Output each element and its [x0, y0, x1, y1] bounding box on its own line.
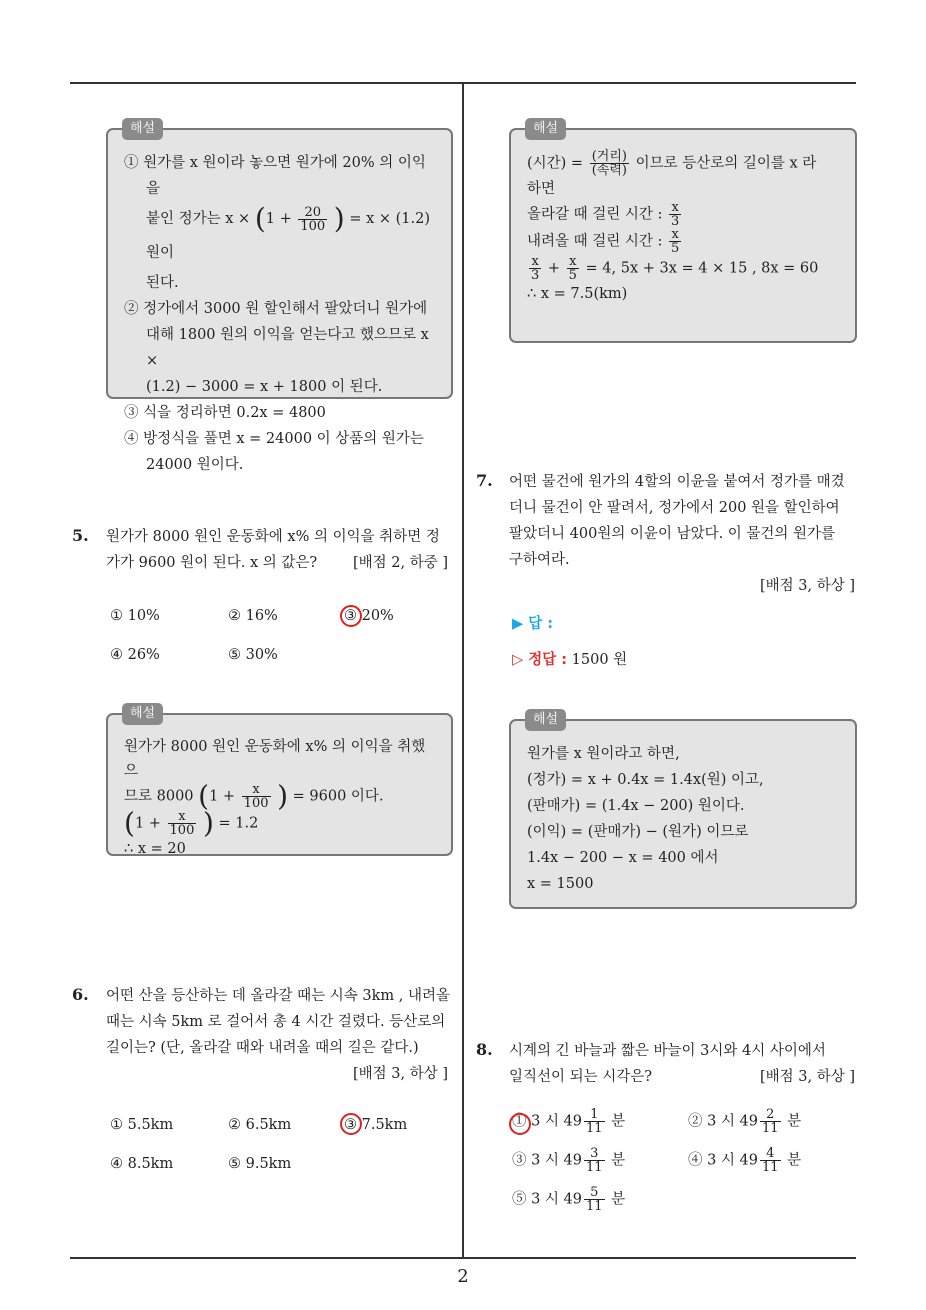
numerator: 2 — [760, 1108, 781, 1122]
option-5-3[interactable]: ③ 20% — [344, 608, 394, 624]
numerator: 4 — [760, 1147, 781, 1161]
fraction — [669, 201, 681, 228]
option-5-1[interactable]: ① 10% — [110, 608, 160, 624]
answer-label: ▶ 답 : — [512, 616, 554, 632]
correct-answer-label: ▷ 정답 : — [512, 652, 568, 668]
fraction — [584, 1108, 605, 1135]
explanation-tag: 해설 — [122, 118, 163, 140]
denominator: 3 — [531, 268, 540, 283]
text-line: 길이는? (단, 올라갈 때와 내려올 때의 길은 같다.) — [106, 1040, 419, 1056]
fraction — [567, 255, 579, 282]
text-line: ∴ x = 20 — [124, 841, 186, 857]
answer-circle-mark — [509, 1113, 531, 1135]
text-line: 때는 시속 5km 로 걸어서 총 4 시간 걸렸다. 등산로의 — [106, 1014, 446, 1030]
denominator: 11 — [586, 1160, 603, 1175]
text-line — [509, 1064, 859, 1090]
formula-line: 므로 8000 (1 + $\frac{x}{100}$ ) = 9600 이다. — [124, 779, 384, 813]
text-line: ③ 식을 정리하면 0.2x = 4800 — [124, 405, 326, 421]
text-line: 1.4x − 200 − x = 400 에서 — [527, 850, 719, 866]
numerator: 1 — [584, 1108, 605, 1122]
denominator: 11 — [586, 1121, 603, 1136]
option-text: ③ 3 시 49 — [512, 1152, 583, 1169]
option-6-4[interactable]: ④ 8.5km — [110, 1156, 174, 1172]
explanation-tag: 해설 — [525, 709, 566, 731]
option-text: 분 — [611, 1191, 626, 1208]
option-8-2[interactable] — [688, 1108, 801, 1135]
text-part: 가가 9600 원이 된다. x 의 값은? — [106, 555, 318, 571]
option-5-5[interactable]: ⑤ 30% — [228, 647, 278, 663]
option-5-2[interactable]: ② 16% — [228, 608, 278, 624]
option-6-5[interactable]: ⑤ 9.5km — [228, 1156, 292, 1172]
denominator: 5 — [671, 241, 680, 256]
option-text: 분 — [611, 1113, 626, 1130]
numerator: x — [669, 201, 681, 215]
numerator: x — [529, 255, 541, 269]
text-line: x = 1500 — [527, 876, 594, 892]
text-line: 원가가 8000 원인 운동화에 x% 의 이익을 취하면 정 — [106, 529, 440, 545]
text-line: ∴ x = 7.5(km) — [527, 286, 628, 302]
question-number-7: 7. — [476, 471, 493, 490]
text-line: ② 정가에서 3000 원 할인해서 팔았더니 원가에 — [124, 301, 428, 317]
explanation-box-2 — [509, 121, 857, 343]
column-divider — [462, 84, 464, 1258]
text-line: 원가를 x 원이라고 하면, — [527, 746, 680, 762]
text-part: = 4, 5x + 3x = 4 × 15 , 8x = 60 — [585, 260, 819, 277]
question-5-text — [106, 524, 454, 576]
fraction — [168, 810, 197, 837]
fraction — [529, 255, 541, 282]
option-text: ① 3 시 49 — [512, 1113, 583, 1130]
text-part: 내려올 때 걸린 시간 : — [527, 233, 663, 250]
formula-line: $\frac{x}{3}$ + $\frac{x}{5}$ = 4, 5x + 3x = 4 × 15 , 8x = 60 — [531, 254, 819, 283]
option-6-1[interactable]: ① 5.5km — [110, 1117, 174, 1133]
bottom-rule — [70, 1257, 856, 1259]
denominator: 100 — [243, 796, 269, 811]
text-line: 원가가 8000 원인 운동화에 x% 의 이익을 취했으 — [124, 739, 426, 779]
option-5-4[interactable]: ④ 26% — [110, 647, 160, 663]
fraction — [584, 1147, 605, 1174]
option-8-3[interactable] — [512, 1147, 625, 1174]
text-line: 시계의 긴 바늘과 짧은 바늘이 3시와 4시 사이에서 — [509, 1043, 826, 1059]
question-8-text — [509, 1038, 859, 1090]
question-7-text — [509, 469, 859, 599]
answer-circle-mark — [340, 1113, 362, 1135]
paren-right: ) — [333, 202, 345, 235]
text-part: 붙인 정가는 x × — [146, 211, 251, 227]
denominator: 100 — [169, 823, 195, 838]
question-number-5: 5. — [72, 526, 89, 545]
text-line: 구하여라. — [509, 552, 570, 568]
text-line — [106, 550, 454, 576]
text-part: = x × (1.2) 원이 — [146, 211, 431, 261]
denominator: 11 — [762, 1160, 779, 1175]
explanation-box-4 — [509, 712, 857, 909]
option-text: ④ 3 시 49 — [688, 1152, 759, 1169]
score-meta: [배점 2, 하중 ] — [352, 555, 448, 571]
fraction — [584, 1186, 605, 1213]
option-8-5[interactable] — [512, 1186, 625, 1213]
text-line: ④ 방정식을 풀면 x = 24000 이 상품의 원가는 — [124, 431, 424, 447]
fraction — [298, 206, 327, 233]
text-part: 므로 8000 — [124, 788, 194, 805]
text-line: (이익) = (판매가) − (원가) 이므로 — [527, 824, 749, 840]
text-line: (정가) = x + 0.4x = 1.4x(원) 이고, — [527, 772, 764, 788]
numerator: x — [242, 783, 271, 797]
paren-left: ( — [198, 779, 210, 813]
numerator: (거리) — [591, 149, 627, 164]
numerator: x — [567, 255, 579, 269]
question-number-6: 6. — [72, 985, 89, 1004]
option-text: ② 3 시 49 — [688, 1113, 759, 1130]
text-line: (판매가) = (1.4x − 200) 원이다. — [527, 798, 745, 814]
fraction — [760, 1108, 781, 1135]
text-part: 일직선이 되는 시각은? — [509, 1069, 653, 1085]
text-line: (1.2) − 3000 = x + 1800 이 된다. — [146, 379, 383, 395]
denominator: 100 — [300, 218, 326, 234]
score-meta: [배점 3, 하상 ] — [759, 1069, 855, 1085]
numerator: 5 — [584, 1186, 605, 1200]
text-part: (시간) = — [527, 155, 584, 172]
text-part: = 1.2 — [218, 815, 259, 832]
option-6-2[interactable]: ② 6.5km — [228, 1117, 292, 1133]
text-part: 이므로 등산로의 길이를 x 라 — [635, 155, 817, 172]
paren-right: ) — [202, 806, 214, 840]
text-line: ① 원가를 x 원이라 놓으면 원가에 20% 의 이익을 — [124, 155, 426, 197]
denominator: (속력) — [591, 163, 627, 178]
option-8-4[interactable] — [688, 1147, 801, 1174]
text-line: 팔았더니 400원의 이윤이 남았다. 이 물건의 원가를 — [509, 526, 836, 542]
option-text: 분 — [787, 1113, 802, 1130]
option-6-3[interactable]: ③ 7.5km — [344, 1117, 408, 1133]
question-number-8: 8. — [476, 1040, 493, 1059]
denominator: 11 — [762, 1121, 779, 1136]
text-line: 된다. — [146, 275, 179, 291]
formula-line: (1 + $\frac{x}{100}$ ) = 1.2 — [124, 806, 259, 840]
fraction — [590, 150, 629, 177]
fraction — [669, 228, 681, 255]
denominator: 11 — [586, 1199, 603, 1214]
numerator: x — [669, 228, 681, 242]
page-number: 2 — [457, 1266, 469, 1287]
denominator: 5 — [568, 268, 577, 283]
score-meta: [배점 3, 하상 ] — [759, 578, 855, 594]
numerator: 3 — [584, 1147, 605, 1161]
option-text: 분 — [611, 1152, 626, 1169]
text-line: 하면 — [527, 181, 556, 197]
option-text: ⑤ 3 시 49 — [512, 1191, 583, 1208]
formula-line — [527, 150, 841, 177]
formula-line: 붙인 정가는 x × (1 + $\frac{20}{100}$ ) = x × (1.2) 원이 — [146, 202, 431, 261]
text-part: 올라갈 때 걸린 시간 : — [527, 206, 663, 223]
fraction — [760, 1147, 781, 1174]
paren-left: ( — [124, 806, 135, 840]
explanation-tag: 해설 — [122, 703, 163, 725]
text-line: 어떤 산을 등산하는 데 올라갈 때는 시속 3km , 내려올 — [106, 988, 450, 1004]
paren-left: ( — [254, 202, 266, 235]
score-meta: [배점 3, 하상 ] — [352, 1066, 448, 1082]
paren-right: ) — [277, 779, 289, 813]
correct-answer-line — [512, 648, 627, 669]
numerator: x — [168, 810, 197, 824]
question-6-text — [106, 983, 454, 1087]
text-part: = 9600 이다. — [292, 788, 384, 805]
fraction — [242, 783, 271, 810]
text-line: 대해 1800 원의 이익을 얻는다고 했으므로 x × — [146, 327, 429, 369]
text-line: 더니 물건이 안 팔려서, 정가에서 200 원을 할인하여 — [509, 500, 840, 516]
text-line: 어떤 물건에 원가의 4할의 이윤을 붙여서 정가를 매겼 — [509, 474, 845, 490]
explanation-tag: 해설 — [525, 118, 566, 140]
numerator: 20 — [298, 206, 327, 220]
option-text: 분 — [787, 1152, 802, 1169]
correct-answer-value: 1500 원 — [571, 652, 628, 668]
formula-line — [527, 228, 841, 255]
denominator: 3 — [671, 214, 680, 229]
explanation-box-1 — [106, 121, 453, 473]
formula-line — [527, 201, 841, 228]
text-line: 24000 원이다. — [146, 457, 244, 473]
answer-circle-mark — [340, 605, 362, 627]
explanation-box-3 — [106, 706, 453, 857]
